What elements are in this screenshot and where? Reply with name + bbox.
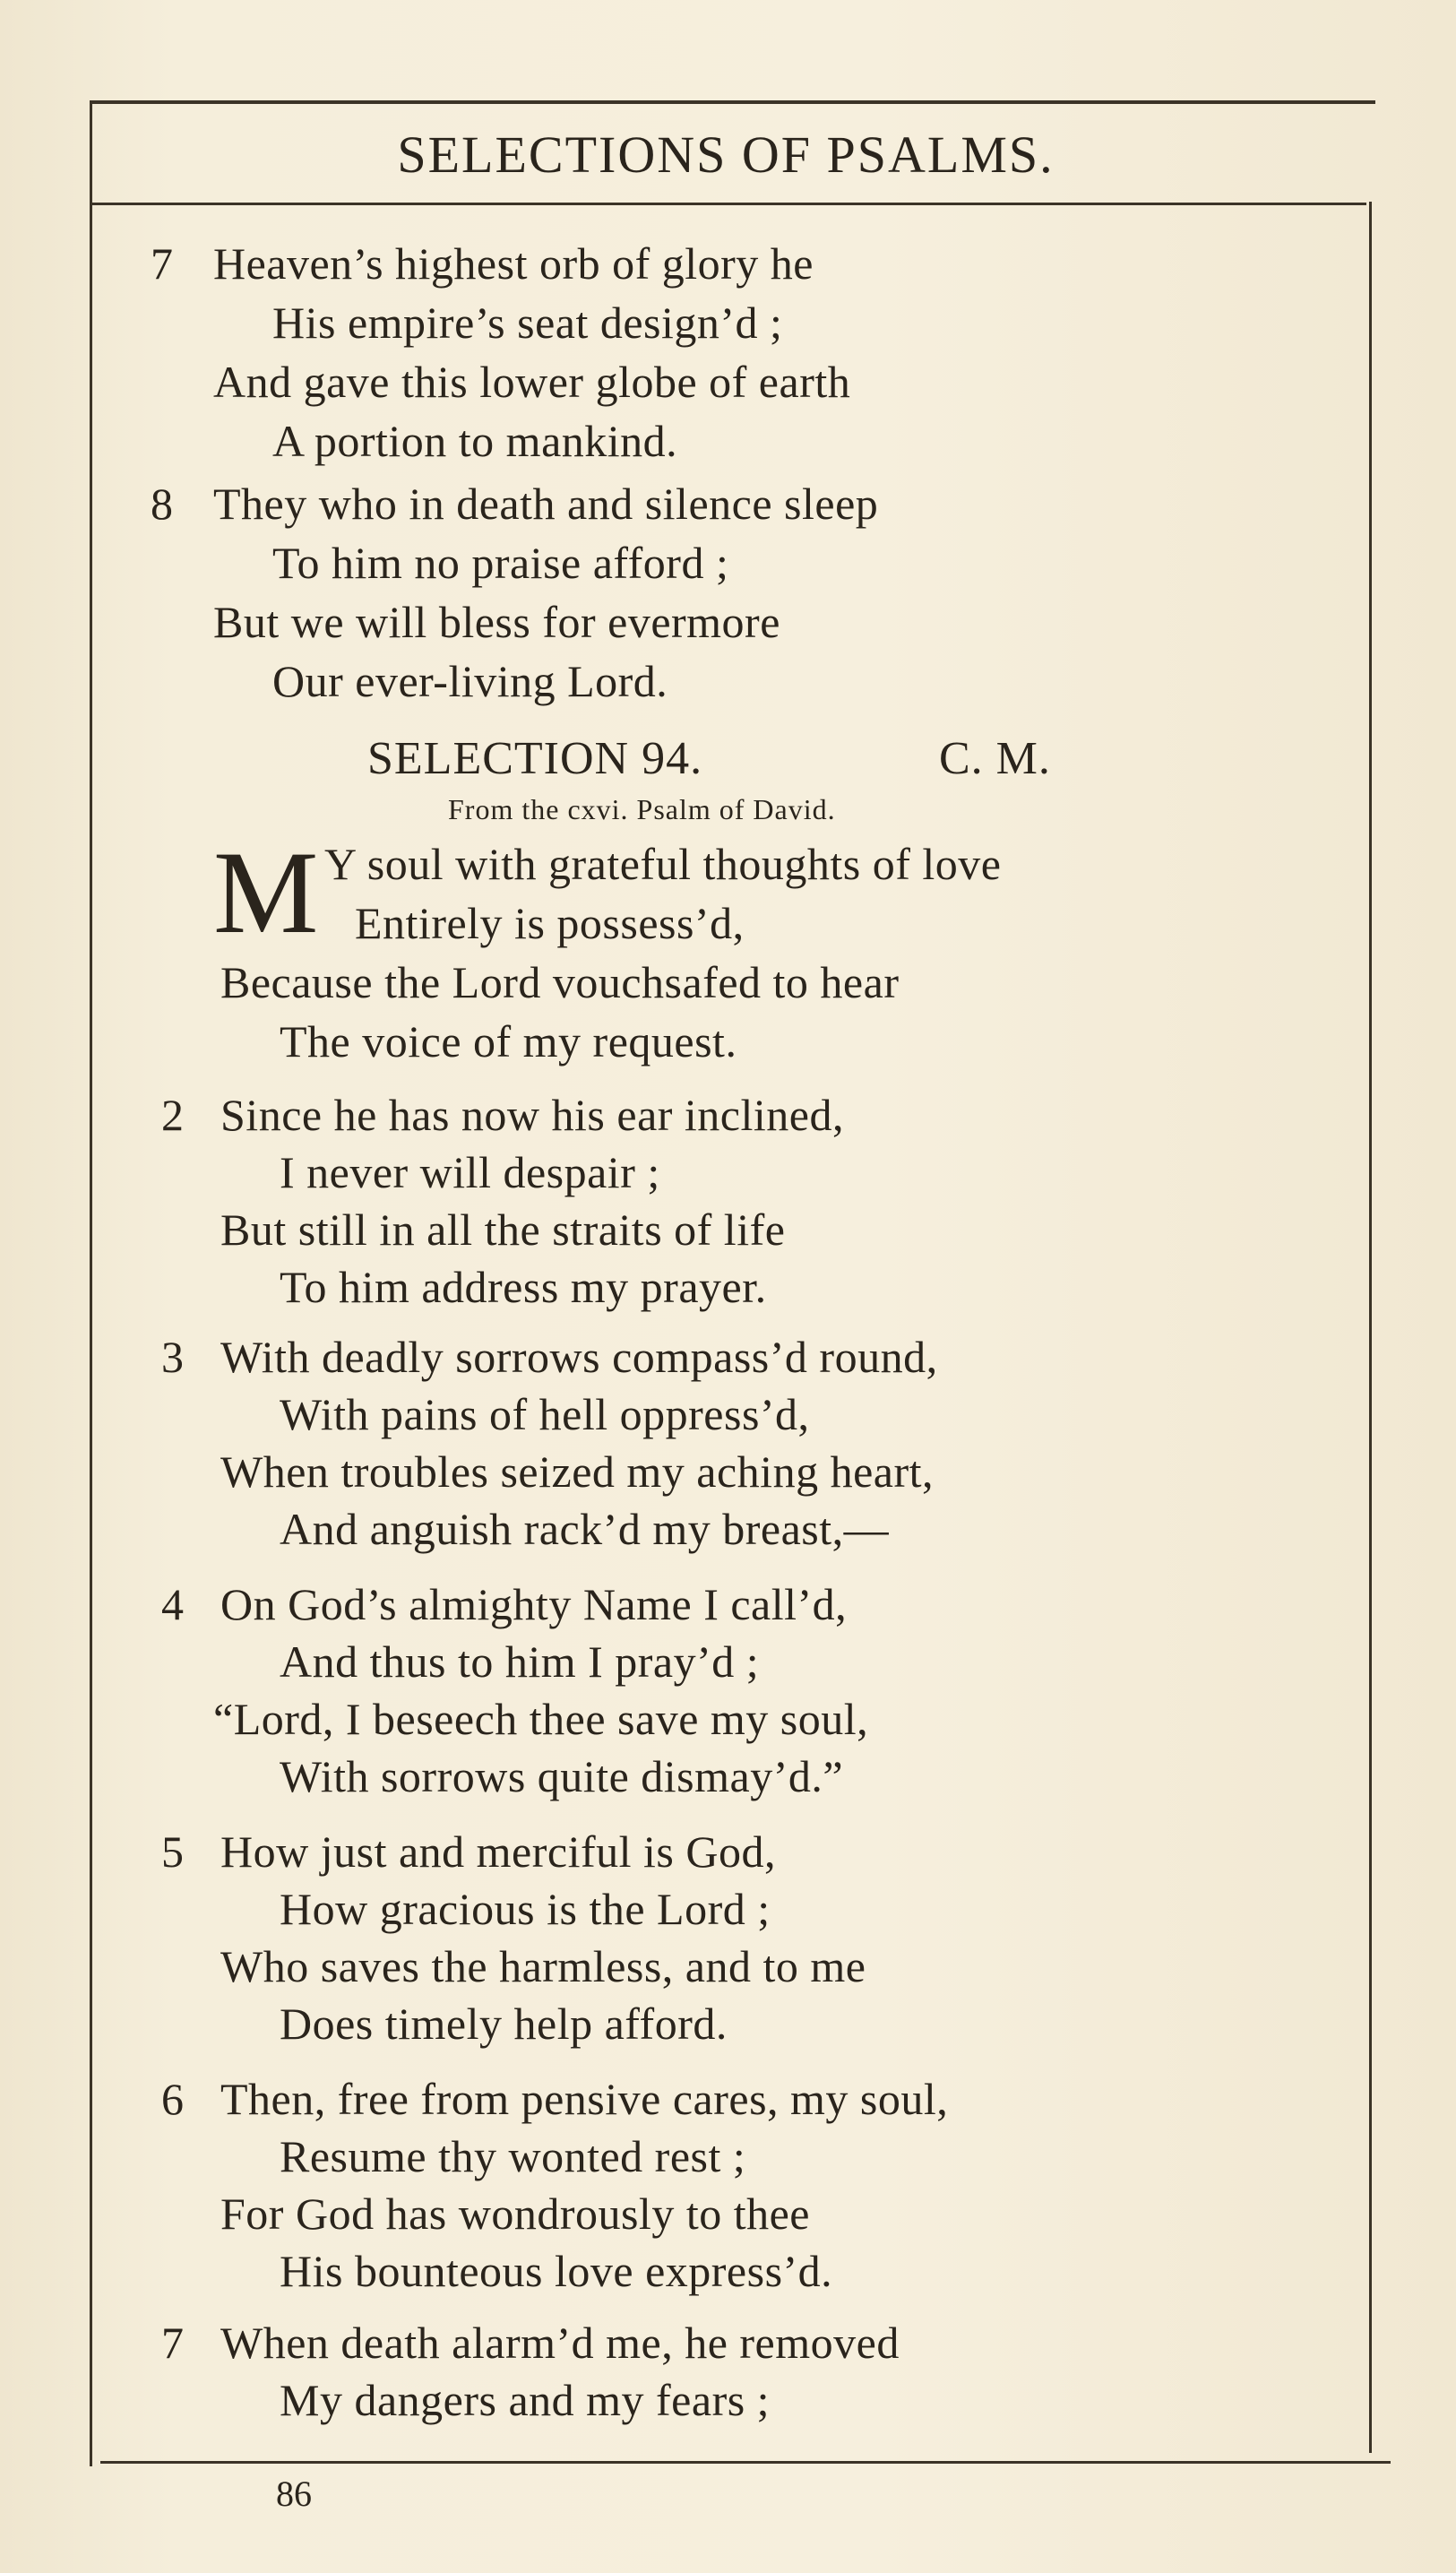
stanza-number: 3: [161, 1332, 184, 1382]
stanza-number: 7: [151, 238, 173, 289]
verse-line: With pains of hell oppress’d,: [280, 1389, 810, 1439]
stanza-number: 5: [161, 1826, 184, 1877]
page-title: SELECTIONS OF PSALMS.: [397, 125, 1055, 184]
verse-line: For God has wondrously to thee: [220, 2189, 810, 2239]
verse-line: How gracious is the Lord ;: [280, 1884, 771, 1934]
verse-line: His empire’s seat design’d ;: [272, 298, 783, 348]
stanza-number: 2: [161, 1090, 184, 1140]
verse-line: With deadly sorrows compass’d round,: [220, 1332, 938, 1382]
verse-line: Y soul with grateful thoughts of love: [324, 839, 1002, 889]
verse-line: The voice of my request.: [280, 1016, 737, 1066]
verse-line: To him no praise afford ;: [272, 538, 729, 588]
verse-line: When death alarm’d me, he removed: [220, 2318, 900, 2368]
verse-line: They who in death and silence sleep: [213, 479, 879, 529]
verse-line: Who saves the harmless, and to me: [220, 1941, 866, 1991]
header-rule: [90, 203, 1366, 205]
verse-line: When troubles seized my aching heart,: [220, 1446, 934, 1497]
selection-source: From the cxvi. Psalm of David.: [448, 793, 836, 825]
verse-line: “Lord, I beseech thee save my soul,: [213, 1694, 869, 1744]
top-rule: [90, 100, 1375, 104]
verse-line: My dangers and my fears ;: [280, 2375, 771, 2425]
stanza-number: 7: [161, 2318, 184, 2368]
verse-line: On God’s almighty Name I call’d,: [220, 1579, 848, 1629]
bottom-rule: [100, 2461, 1391, 2464]
verse-line: How just and merciful is God,: [220, 1826, 776, 1877]
verse-line: And gave this lower globe of earth: [213, 357, 851, 407]
verse-line: And thus to him I pray’d ;: [280, 1636, 760, 1687]
stanza-number: 4: [161, 1579, 184, 1629]
verse-line: To him address my prayer.: [280, 1262, 767, 1312]
selection-meter: C. M.: [939, 733, 1051, 784]
verse-line: I never will despair ;: [280, 1147, 660, 1197]
drop-cap: M: [213, 826, 319, 958]
verse-line: Does timely help afford.: [280, 1999, 728, 2049]
verse-line: A portion to mankind.: [272, 416, 678, 466]
verse-line: But still in all the straits of life: [220, 1204, 786, 1255]
verse-line: Entirely is possess’d,: [355, 898, 745, 948]
verse-line: His bounteous love express’d.: [280, 2246, 833, 2296]
verse-line: With sorrows quite dismay’d.”: [280, 1751, 844, 1801]
verse-line: Resume thy wonted rest ;: [280, 2131, 746, 2181]
stanza-number: 6: [161, 2074, 184, 2124]
left-border: [90, 100, 92, 2466]
stanza-number: 8: [151, 479, 173, 529]
page-number: 86: [276, 2474, 312, 2514]
selection-title: SELECTION 94.: [367, 733, 703, 784]
verse-line: Because the Lord vouchsafed to hear: [220, 957, 900, 1007]
verse-line: Our ever-living Lord.: [272, 656, 668, 706]
verse-line: Heaven’s highest orb of glory he: [213, 238, 814, 289]
verse-line: Then, free from pensive cares, my soul,: [220, 2074, 949, 2124]
verse-line: And anguish rack’d my breast,—: [280, 1504, 890, 1554]
right-border: [1369, 202, 1372, 2453]
verse-line: Since he has now his ear inclined,: [220, 1090, 844, 1140]
verse-line: But we will bless for evermore: [213, 597, 780, 647]
